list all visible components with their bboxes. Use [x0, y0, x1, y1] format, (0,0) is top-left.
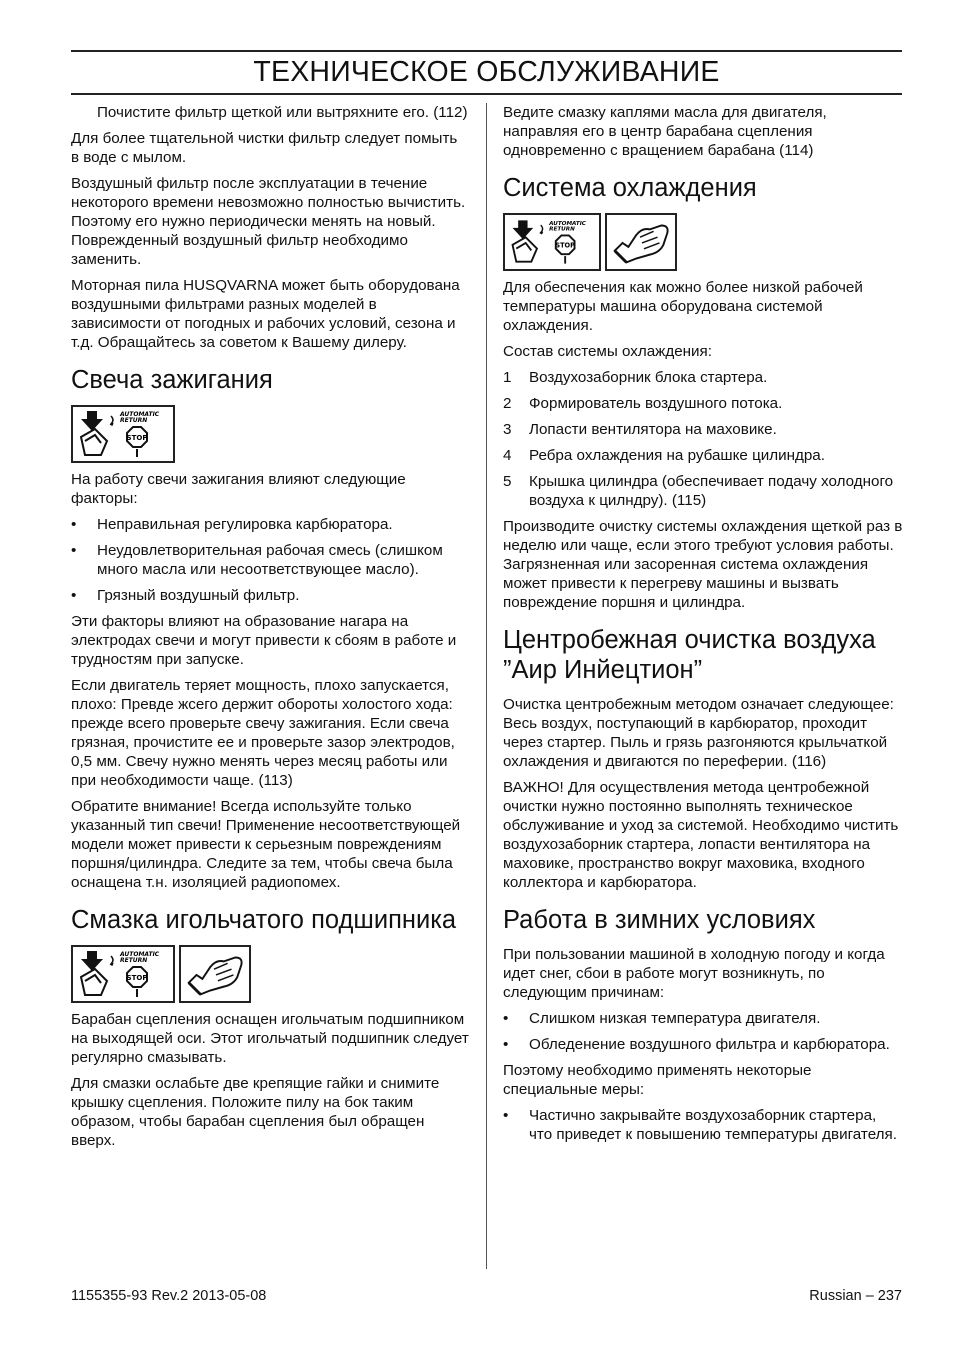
- left-column: [71, 103, 469, 1157]
- spark-intro: На работу свечи зажигания влияют следующие факторы:: [71, 471, 406, 507]
- intro-paragraph: Почистите фильтр щеткой или вытряхните его. (112): [97, 104, 468, 121]
- header-bottom-rule: [71, 93, 902, 95]
- spark-icons: [71, 405, 469, 463]
- automatic-return-stop-icon: [71, 945, 175, 1003]
- section-heading-centrifugal-cleaning: Центробежная очистка воздуха ”Аир Инйецтион”: [503, 626, 876, 684]
- intro-paragraph: Для более тщательной чистки фильтр следует помыть в воде с мылом.: [71, 130, 458, 166]
- automatic-label: AUTOMATIC: [549, 221, 586, 228]
- section-heading-cooling-system: Система охлаждения: [503, 174, 757, 202]
- header-top-rule: [71, 50, 902, 52]
- winter-paragraph: При пользовании машиной в холодную погоду и когда идет снег, сбои в работе могут возникнуть, по следующим причинам:: [503, 946, 885, 1001]
- glove-icon: [605, 213, 677, 271]
- winter-causes-list: [503, 1009, 903, 1054]
- bearing-paragraph: Для смазки ослабьте две крепящие гайки и снимите крышку сцепления. Положите пилу на бок таким образом, чтобы барабан сцепления был обращен вверх.: [71, 1075, 440, 1149]
- list-item: 5 Крышка цилиндра (обеспечивает подачу холодного воздуха к цилндру). (115): [503, 473, 894, 509]
- cooling-paragraph: Состав системы охлаждения:: [503, 343, 712, 360]
- section-heading-spark-plug: Свеча зажигания: [71, 366, 273, 394]
- right-column: [503, 103, 903, 1151]
- bearing-paragraph: Барабан сцепления оснащен игольчатым подшипником на выходящей оси. Этот игольчатый подшипник следует регулярно смазывать.: [71, 1011, 469, 1066]
- list-item: • Частично закрывайте воздухозаборник стартера, что приведет к повышению температуры двигателя.: [503, 1107, 897, 1143]
- bearing-icons: [71, 945, 469, 1003]
- automatic-label: AUTOMATIC: [120, 951, 160, 958]
- centrifugal-paragraph: Очистка центробежным методом означает следующее: Весь воздух, поступающий в карбюратор, проходит через стартер. Пыль и грязь разгоняются крыльчаткой охлаждения и двигаются по переферии. (116): [503, 696, 894, 770]
- list-item: 1 Воздухозаборник блока стартера.: [503, 369, 768, 386]
- list-item: 4 Ребра охлаждения на рубашке цилиндра.: [503, 447, 825, 464]
- intro-paragraph: Моторная пила HUSQVARNA может быть оборудована воздушными фильтрами разных моделей в зависимости от погодных и рабочих условий, сезона и т.д. Обращайтесь за советом к Вашему дилеру.: [71, 277, 460, 351]
- spark-factors-list: [71, 515, 469, 605]
- return-label: RETURN: [120, 417, 148, 424]
- list-item: • Обледенение воздушного фильтра и карбюратора.: [503, 1036, 890, 1053]
- automatic-return-stop-icon: [71, 405, 175, 463]
- stop-label: STOP: [126, 974, 148, 982]
- cooling-components-list: [503, 368, 903, 510]
- list-item: 3 Лопасти вентилятора на маховике.: [503, 421, 777, 438]
- list-item: • Неправильная регулировка карбюратора.: [71, 516, 393, 533]
- section-heading-needle-bearing: Смазка игольчатого подшипника: [71, 906, 457, 934]
- winter-measures-list: [503, 1106, 903, 1144]
- page-number: Russian – 237: [809, 1288, 902, 1304]
- cooling-paragraph: Производите очистку системы охлаждения щеткой раз в неделю или чаще, если этого требуют условия работы. Загрязненная или засоренная система охлаждения может привести к перегреву машины и вызвать повреждение поршня и цилиндра.: [503, 518, 903, 611]
- document-number: 1155355-93 Rev.2 2013-05-08: [71, 1288, 267, 1304]
- automatic-return-stop-icon: [503, 213, 601, 271]
- stop-label: STOP: [555, 241, 575, 250]
- centrifugal-paragraph: ВАЖНО! Для осуществления метода центробежной очистки нужно постоянно выполнять техническое обслуживание и уход за системой. Необходимо чистить воздухозаборник стартера, лопасти вентилятора на маховике, пространство вокруг маховика, входного коллектора и карбюратора.: [503, 779, 899, 891]
- automatic-label: AUTOMATIC: [120, 411, 160, 418]
- return-label: RETURN: [549, 226, 575, 233]
- spark-paragraph: Если двигатель теряет мощность, плохо запускается, плохо: Превде жсего держит обороты холостого хода: прежде всего проверьте свечу зажигания. Если свеча грязная, прочистите ее и проверьте зазор электродов, 0,5 мм. Свечу нужно менять через месяц работы или при необходимости чаще. (113): [71, 677, 455, 789]
- list-item: • Неудовлетворительная рабочая смесь (слишком много масла или несоответствующее масло).: [71, 542, 443, 578]
- lubrication-paragraph: Ведите смазку каплями масла для двигателя, направляя его в центр барабана сцепления одновременно с вращением барабана (114): [503, 104, 827, 159]
- stop-label: STOP: [126, 434, 148, 442]
- cooling-icons: [503, 213, 903, 271]
- list-item: 2 Формирователь воздушного потока.: [503, 395, 783, 412]
- section-heading-winter-operation: Работа в зимних условиях: [503, 906, 816, 934]
- list-item: • Грязный воздушный фильтр.: [71, 587, 300, 604]
- column-divider: [486, 103, 487, 1269]
- glove-icon: [179, 945, 251, 1003]
- return-label: RETURN: [120, 957, 148, 964]
- page-title: ТЕХНИЧЕСКОЕ ОБСЛУЖИВАНИЕ: [253, 56, 720, 88]
- winter-paragraph: Поэтому необходимо применять некоторые специальные меры:: [503, 1062, 812, 1098]
- spark-paragraph: Эти факторы влияют на образование нагара на электродах свечи и могут привести к сбоям в работе и трудностям при запуске.: [71, 613, 457, 668]
- intro-paragraph: Воздушный фильтр после эксплуатации в течение некоторого времени невозможно полностью вычистить. Поэтому его нужно периодически менять на новый. Поврежденный воздушный фильтр необходимо заменить.: [71, 175, 466, 268]
- list-item: • Слишком низкая температура двигателя.: [503, 1010, 821, 1027]
- spark-warning: Обратите внимание! Всегда используйте только указанный тип свечи! Применение несоответствующей модели может привести к серьезным повреждениям поршня/цилиндра. Следите за тем, чтобы свеча была оснащена т.н. изоляцией радиопомех.: [71, 798, 461, 891]
- cooling-paragraph: Для обеспечения как можно более низкой рабочей температуры машина оборудована системой охлаждения.: [503, 279, 863, 334]
